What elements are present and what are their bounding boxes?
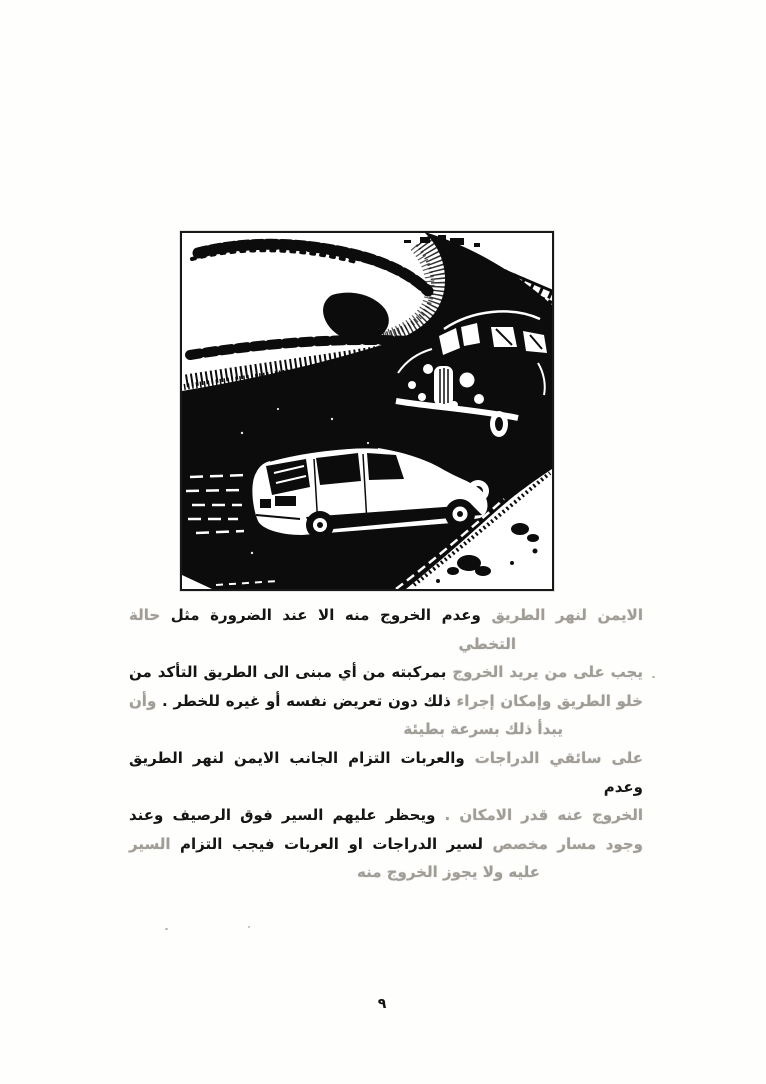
text-segment: ويحظر عليهم السير فوق الرصيف وعند [129, 806, 436, 825]
text-line [129, 830, 643, 859]
text-segment: بمركبته من أي مبنى الى الطريق التأكد من [129, 663, 447, 682]
text-segment-faded: الخروج عنه قدر الامكان . [444, 806, 643, 825]
text-segment-faded: السير [129, 834, 171, 853]
text-line [129, 858, 643, 887]
text-segment: وعدم الخروج منه الا عند الضرورة مثل [170, 606, 481, 624]
text-segment-faded: حالة [129, 606, 161, 624]
text-segment-faded: على سائقي الدراجات [474, 748, 643, 767]
text-segment: ذلك دون تعريض نفسه أو غيره للخطر . [162, 691, 451, 710]
side-window [316, 453, 361, 485]
text-segment-faded: يجب على من يريد الخروج [452, 663, 643, 682]
page-number: ٩ [377, 996, 387, 1012]
text-segment-faded: يبدأ ذلك بسرعة بطيئة [403, 720, 563, 739]
text-segment-faded: وجود مسار مخصص [492, 834, 643, 853]
text-line [129, 658, 643, 687]
text-line [129, 630, 643, 659]
scan-speck [165, 928, 168, 930]
scan-speck [652, 676, 655, 678]
text-line [129, 601, 643, 630]
road-illustration [182, 233, 552, 589]
text-segment-faded: الايمن لنهر الطريق [491, 606, 643, 624]
road-illustration-frame [180, 231, 554, 591]
text-segment-faded: عليه ولا يجوز الخروج منه [356, 863, 540, 882]
text-segment-faded: وأن [129, 691, 157, 710]
text-line [129, 687, 643, 716]
scan-speck [248, 926, 250, 928]
text-line [129, 715, 643, 744]
text-line [129, 801, 643, 830]
text-segment: لسير الدراجات او العربات فيجب التزام [180, 834, 484, 853]
text-segment: والعربات التزام الجانب الايمن لنهر الطريق وعدم [129, 748, 643, 796]
taillight [275, 496, 296, 506]
text-segment-faded: خلو الطريق وإمكان إجراء [456, 691, 643, 710]
text-block [129, 601, 643, 887]
taillight [260, 499, 271, 508]
text-line [129, 744, 643, 801]
headlight [460, 373, 475, 388]
text-segment-faded: التخطي [458, 634, 516, 653]
